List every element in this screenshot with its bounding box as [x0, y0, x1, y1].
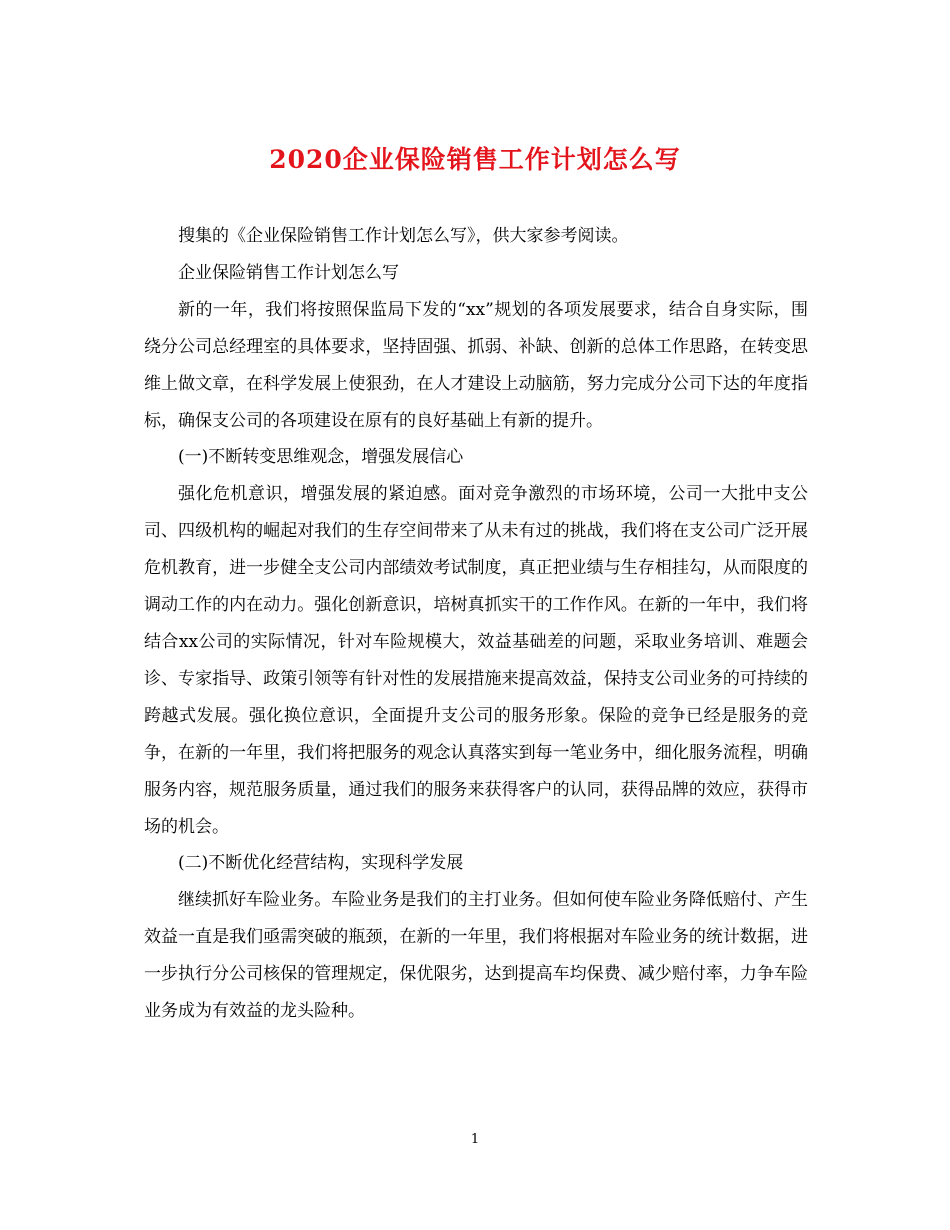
- document-body: [144, 218, 808, 1030]
- subtitle-paragraph: 企业保险销售工作计划怎么写: [178, 262, 399, 283]
- document-title: 2020企业保险销售工作计划怎么写: [269, 145, 681, 174]
- body-paragraph: 新的一年，我们将按照保监局下发的“xx”规划的各项发展要求，结合自身实际，围绕分公司总经理室的具体要求，坚持固强、抓弱、补缺、创新的总体工作思路，在转变思维上做文章，在科学发展上使狠劲，在人才建设上动脑筋，努力完成分公司下达的年度指标，确保支公司的各项建设在原有的良好基础上有新的提升。: [144, 299, 808, 431]
- page-number: 1: [470, 1132, 480, 1147]
- body-paragraph: 强化危机意识，增强发展的紧迫感。面对竞争激烈的市场环境，公司一大批中支公司、四级机构的崛起对我们的生存空间带来了从未有过的挑战，我们将在支公司广泛开展危机教育，进一步健全支公司内部绩效考试制度，真正把业绩与生存相挂勾，从而限度的调动工作的内在动力。强化创新意识，培树真抓实干的工作作风。在新的一年中，我们将结合xx公司的实际情况，针对车险规模大，效益基础差的问题，采取业务培训、难题会诊、专家指导、政策引领等有针对性的发展措施来提高效益，保持支公司业务的可持续的跨越式发展。强化换位意识，全面提升支公司的服务形象。保险的竞争已经是服务的竞争，在新的一年里，我们将把服务的观念认真落实到每一笔业务中，细化服务流程，明确服务内容，规范服务质量，通过我们的服务来获得客户的认同，获得品牌的效应，获得市场的机会。: [144, 484, 808, 837]
- section-heading: (一)不断转变思维观念，增强发展信心: [178, 447, 464, 468]
- intro-paragraph: 搜集的《企业保险销售工作计划怎么写》，供大家参考阅读。: [178, 226, 629, 246]
- section-heading: (二)不断优化经营结构，实现科学发展: [178, 853, 464, 874]
- body-paragraph: 继续抓好车险业务。车险业务是我们的主打业务。但如何使车险业务降低赔付、产生效益一直是我们亟需突破的瓶颈，在新的一年里，我们将根据对车险业务的统计数据，进一步执行分公司核保的管理规定，保优限劣，达到提高车均保费、减少赔付率，力争车险业务成为有效益的龙头险种。: [144, 890, 808, 1022]
